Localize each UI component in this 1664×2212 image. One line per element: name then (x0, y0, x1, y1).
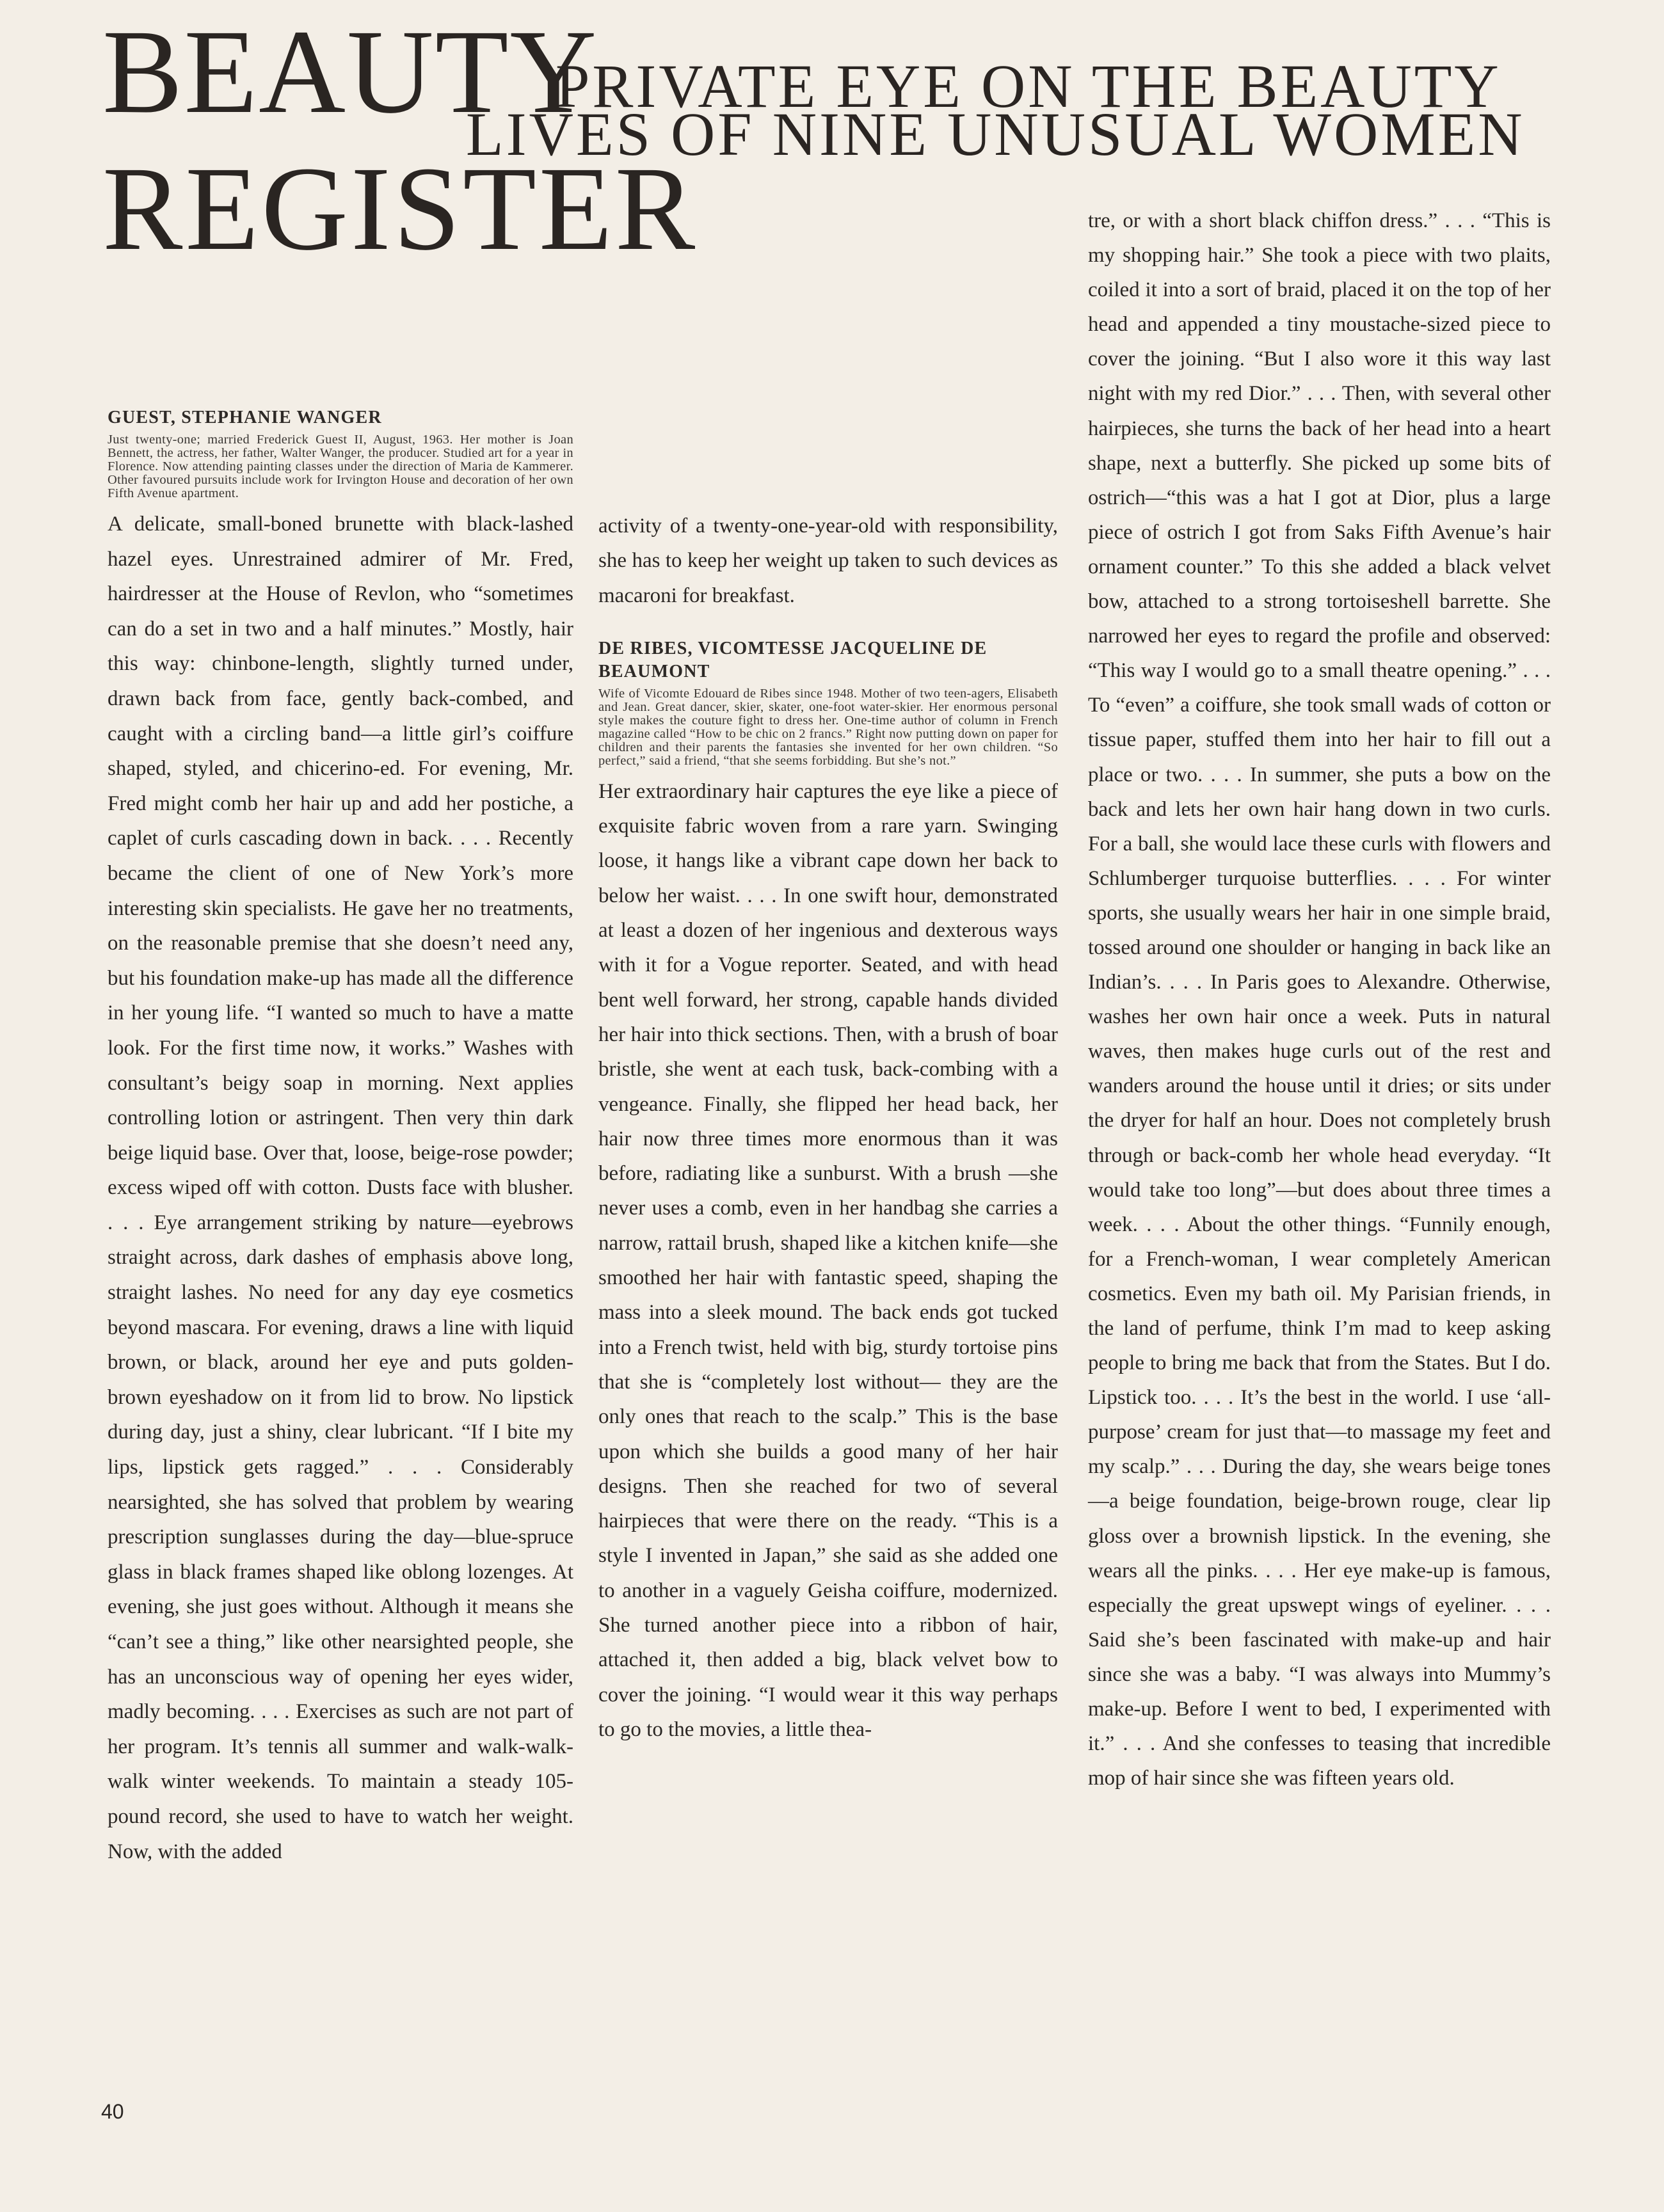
column-1 (108, 406, 573, 1869)
entry-heading-de-ribes: DE RIBES, VICOMTESSE JACQUELINE DE BEAUMONT (598, 638, 988, 681)
article-body-guest-part-1: A delicate, small-boned brunette with black-lashed hazel eyes. Unrestrained admirer of Mr. Fred, hairdresser at the House of Revlon, who “sometimes can do a set in two and a half minutes.” Mostly, hair this way: chinbone-length, slightly turned under, drawn back from face, gently back-combed, and caught with a circling band—a little girl’s coiffure shaped, styled, and chicerino-ed. For evening, Mr. Fred might comb her hair up and add her postiche, a caplet of curls cascading down in back. . . . Recently became the client of one of New York’s more interesting skin specialists. He gave her no treatments, on the reasonable premise that she doesn’t need any, but his foundation make-up has made all the difference in her young life. “I wanted so much to have a matte look. For the first time now, it works.” Washes with consultant’s beigy soap in morning. Next applies controlling lotion or astringent. Then very thin dark beige liquid base. Over that, loose, beige-rose powder; excess wiped off with cotton. Dusts face with blusher. . . . Eye arrangement striking by nature—eyebrows straight across, dark dashes of emphasis above long, straight lashes. No need for any day eye cosmetics beyond mascara. For evening, draws a line with liquid brown, or black, around her eye and puts golden-brown eyeshadow on it from lid to brow. No lipstick during day, just a shiny, clear lubricant. “If I bite my lips, lipstick gets ragged.” . . . Considerably nearsighted, she has solved that problem by wearing prescription sunglasses during the day—blue-spruce glass in black frames shaped like oblong lozenges. At evening, she just goes without. Although it means she “can’t see a thing,” like other nearsighted people, she has an unconscious way of opening her eyes wider, madly becoming. . . . Exercises as such are not part of her program. It’s tennis all summer and walk-walk-walk winter weekends. To maintain a steady 105-pound record, she used to have to watch her weight. Now, with the added (108, 513, 573, 1863)
entry-bio-de-ribes: Wife of Vicomte Edouard de Ribes since 1948. Mother of two teen-agers, Elisabeth and Jean. Great dancer, skier, skater, one-foot water-skier. Her enormous personal style makes the couture fight to dress her. One-time author of column in French magazine called “How to be chic on 2 francs.” Right now putting down on paper for children and their parents the fantasies she invented for her own children. “So perfect,” said a friend, “that she seems forbidding. But she’s not.” (598, 686, 1058, 768)
article-body-de-ribes-part-2: tre, or with a short black chiffon dress.” . . . “This is my shopping hair.” She took a piece with two plaits, coiled it into a sort of braid, placed it on the top of her head and appended a tiny moustache-sized piece to cover the joining. “But I also wore it this way last night with my red Dior.” . . . Then, with several other hairpieces, she turns the back of her head into a heart shape, next a butterfly. She picked up some bits of ostrich—“this was a hat I got at Dior, plus a large piece of ostrich I got from Saks Fifth Avenue’s hair ornament counter.” To this she added a black velvet bow, attached to a strong tortoiseshell barrette. She narrowed her eyes to regard the profile and observed: “This way I would go to a small theatre opening.” . . . To “even” a coiffure, she took small wads of cotton or tissue paper, stuffed them into her hair to fill out a place or two. . . . In summer, she puts a bow on the back and lets her own hair hang down in two curls. For a ball, she would lace these curls with flowers and Schlumberger turquoise butterflies. . . . For winter sports, she usually wears her hair in one simple braid, tossed around one shoulder or hanging in back like an Indian’s. . . . In Paris goes to Alexandre. Otherwise, washes her own hair once a week. Puts in natural waves, then makes huge curls out of the rest and wanders around the house until it dries; or sits under the dryer for half an hour. Does not completely brush through or back-comb her whole head everyday. “It would take too long”—but does about three times a week. . . . About the other things. “Funnily enough, for a French-woman, I wear completely American cosmetics. Even my bath oil. My Parisian friends, in the land of perfume, think I’m mad to keep asking people to bring me back that from the States. But I do. Lipstick too. . . . It’s the best in the world. I use ‘all-purpose’ cream for just that—to massage my feet and my scalp.” . . . During the day, she wears beige tones—a beige foundation, beige-brown rouge, clear lip gloss over a brownish lipstick. In the evening, she wears all the pinks. . . . Her eye make-up is famous, especially the great upswept wings of eyeliner. . . . Said she’s been fascinated with make-up and hair since she was a baby. “I was always into Mummy’s make-up. Before I went to bed, I experimented with it.” . . . And she confesses to teasing that incredible mop of hair since she was fifteen years old. (1088, 209, 1551, 1790)
column-2 (598, 509, 1058, 1747)
entry-heading-guest: GUEST, STEPHANIE WANGER (108, 408, 382, 427)
headline-beauty: BEAUTY (102, 4, 598, 138)
headline-subtitle-line-2: LIVES OF NINE UNUSUAL WOMEN (466, 100, 1525, 168)
headline-subtitle-line-1: PRIVATE EYE ON THE BEAUTY (556, 52, 1501, 120)
page-number: 40 (101, 2100, 124, 2123)
headline-register: REGISTER (102, 141, 698, 275)
entry-bio-guest: Just twenty-one; married Frederick Guest II, August, 1963. Her mother is Joan Bennett, the actress, her father, Walter Wanger, the producer. Studied art for a year in Florence. Now attending painting classes under the direction of Maria de Kammerer. Other favoured pursuits include work for Irvington House and decoration of her own Fifth Avenue apartment. (108, 433, 573, 500)
article-body-guest-part-2: activity of a twenty-one-year-old with responsibility, she has to keep her weight up taken to such devices as macaroni for breakfast. (598, 514, 1058, 607)
article-body-de-ribes-part-1: Her extraordinary hair captures the eye like a piece of exquisite fabric woven from a rare yarn. Swinging loose, it hangs like a vibrant cape down her back to below her waist. . . . In one swift hour, demonstrated at least a dozen of her ingenious and dexterous ways with it for a Vogue reporter. Seated, and with head bent well forward, her strong, capable hands divided her hair into thick sections. Then, with a brush of boar bristle, she went at each tusk, back-combing with a vengeance. Finally, she flipped her head back, her hair now three times more enormous than it was before, radiating like a sunburst. With a brush —she never uses a comb, even in her handbag she carries a narrow, rattail brush, shaped like a kitchen knife—she smoothed her hair with fantastic speed, shaping the mass into a sleek mound. The back ends got tucked into a French twist, held with big, sturdy tortoise pins that she is “completely lost without— they are the only ones that reach to the scalp.” This is the base upon which she builds a good many of her hair designs. Then she reached for two of several hairpieces that were there on the ready. “This is a style I invented in Japan,” she said as she added one to another in a vaguely Geisha coiffure, modernized. She turned another piece into a ribbon of hair, attached it, then added a big, black velvet bow to cover the joining. “I would wear it this way perhaps to go to the movies, a little thea- (598, 779, 1058, 1741)
column-3 (1088, 203, 1551, 1795)
